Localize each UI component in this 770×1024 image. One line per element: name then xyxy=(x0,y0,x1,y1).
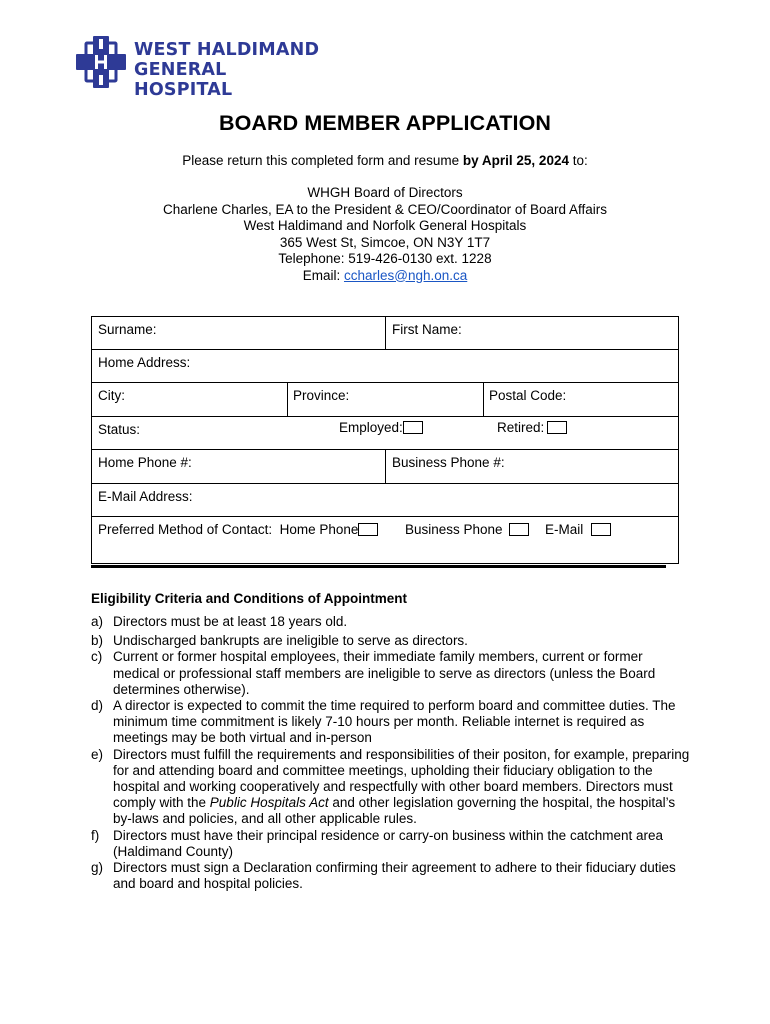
form-row-contact xyxy=(92,517,678,563)
address-line4: 365 West St, Simcoe, ON N3Y 1T7 xyxy=(279,234,491,250)
hospital-logo xyxy=(76,36,326,100)
criterion-marker: f) xyxy=(91,827,100,843)
employed-checkbox[interactable] xyxy=(403,421,423,434)
eligibility-title: Eligibility Criteria and Conditions of Appointment xyxy=(91,591,407,606)
criterion-item xyxy=(91,633,691,649)
province-field[interactable]: Province: xyxy=(293,388,350,403)
criterion-marker: e) xyxy=(91,746,104,762)
postal-code-field[interactable]: Postal Code: xyxy=(489,388,567,403)
criterion-marker: g) xyxy=(91,860,104,876)
row-divider xyxy=(483,383,484,416)
address-line1: WHGH Board of Directors xyxy=(307,185,463,200)
criterion-marker: d) xyxy=(91,698,104,714)
criterion-legislation: Public Hospitals Act xyxy=(209,795,329,811)
criterion-text-after: and other legislation governing the hospital, the hospital’s by-laws and policies, and all other applicable rules. xyxy=(113,795,676,827)
email-link[interactable]: ccharles@ngh.on.ca xyxy=(343,267,468,283)
criterion-marker: c) xyxy=(91,649,103,665)
email-option-label: E-Mail xyxy=(545,522,584,537)
first-name-field[interactable]: First Name: xyxy=(392,322,462,337)
email-checkbox[interactable] xyxy=(591,523,611,536)
logo-line2: GENERAL HOSPITAL xyxy=(134,60,233,100)
business-phone-option[interactable] xyxy=(405,522,529,537)
city-field[interactable]: City: xyxy=(98,388,125,403)
employed-label: Employed: xyxy=(339,420,403,435)
criterion-text: Directors must fulfill the requirements and responsibilities of their positon, for example, preparing for and attending board and committee meetings, upholding their fiduciary obligation to the hospital and working cooperatively and respectfully with other board members. Directors must comply with the xyxy=(113,746,690,811)
status-label: Status: xyxy=(98,422,141,437)
criterion-item xyxy=(91,614,691,630)
criterion-text: A director is expected to commit the time required to perform board and committee duties. The minimum time commitment is likely 7-10 hours per month. Reliable internet is required as meetings may be both virtual and in-person xyxy=(113,698,676,746)
intro-before: Please return this completed form and resume xyxy=(182,153,463,168)
form-row-name xyxy=(92,317,678,350)
email-prefix: Email: xyxy=(302,267,344,283)
row-divider xyxy=(287,383,288,416)
criterion-text: Current or former hospital employees, their immediate family members, current or former medical or professional staff members are ineligible to serve as directors (unless the Board determines otherwise). xyxy=(113,649,656,697)
criterion-item xyxy=(91,747,691,828)
criterion-item xyxy=(91,698,691,747)
criterion-text: Directors must be at least 18 years old. xyxy=(113,614,348,629)
preferred-contact-label xyxy=(98,522,378,537)
page-title: BOARD MEMBER APPLICATION xyxy=(218,111,552,135)
business-phone-option-label: Business Phone xyxy=(405,522,503,537)
form-row-city xyxy=(92,383,678,417)
criterion-item xyxy=(91,649,691,698)
criterion-text: Directors must sign a Declaration confirming their agreement to adhere to their fiduciary duties and board and hospital policies. xyxy=(113,860,676,892)
address-line5: Telephone: 519-426-0130 ext. 1228 xyxy=(278,251,492,266)
criterion-marker: a) xyxy=(91,614,104,629)
hospital-cross-icon xyxy=(76,36,126,88)
retired-option[interactable] xyxy=(497,420,567,435)
criterion-text: Undischarged bankrupts are ineligible to serve as directors. xyxy=(113,633,468,649)
business-phone-field[interactable]: Business Phone #: xyxy=(392,455,505,470)
row-divider xyxy=(385,450,386,483)
form-row-address xyxy=(92,350,678,383)
email-address-field[interactable]: E-Mail Address: xyxy=(98,489,193,504)
section-divider xyxy=(91,565,666,568)
row-divider xyxy=(385,317,386,349)
criterion-item xyxy=(91,860,691,892)
employed-option[interactable] xyxy=(339,420,423,435)
preferred-contact-text: Preferred Method of Contact: xyxy=(98,522,273,537)
form-row-phone xyxy=(92,450,678,484)
criterion-text: Directors must have their principal residence or carry-on business within the catchment area (Haldimand County) xyxy=(113,827,663,859)
intro-text xyxy=(0,153,770,168)
retired-checkbox[interactable] xyxy=(547,421,567,434)
intro-after: to: xyxy=(568,153,588,168)
home-phone-checkbox[interactable] xyxy=(358,523,378,536)
address-email-line xyxy=(0,268,770,285)
mailing-address xyxy=(0,185,770,284)
home-phone-option-label: Home Phone xyxy=(279,522,359,537)
home-phone-field[interactable]: Home Phone #: xyxy=(98,455,192,470)
eligibility-list xyxy=(91,614,691,892)
logo-line1: WEST HALDIMAND xyxy=(134,40,320,60)
intro-deadline: by April 25, 2024 xyxy=(462,153,569,168)
criterion-marker: b) xyxy=(91,633,104,649)
form-row-status xyxy=(92,417,678,450)
address-line3: West Haldimand and Norfolk General Hospitals xyxy=(243,218,527,233)
surname-field[interactable]: Surname: xyxy=(98,322,157,337)
business-phone-checkbox[interactable] xyxy=(509,523,529,536)
email-option[interactable] xyxy=(545,522,611,537)
logo-text xyxy=(134,40,326,100)
home-address-field[interactable]: Home Address: xyxy=(98,355,191,370)
criterion-item xyxy=(91,828,691,860)
application-form xyxy=(91,316,679,564)
retired-label: Retired: xyxy=(497,420,545,435)
form-row-email xyxy=(92,484,678,517)
address-line2: Charlene Charles, EA to the President & CEO/Coordinator of Board Affairs xyxy=(163,201,607,217)
